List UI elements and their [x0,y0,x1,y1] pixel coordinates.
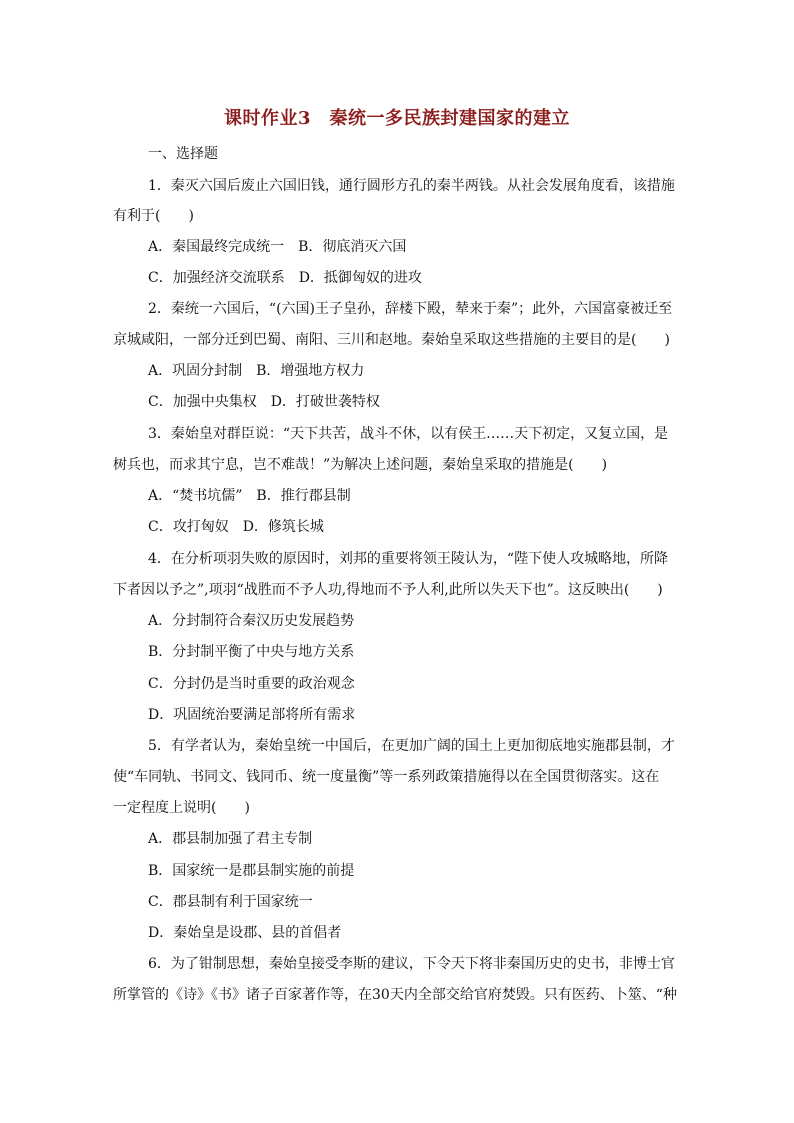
question-3-line-1: 3．秦始皇对群臣说：“天下共苦，战斗不休，以有侯王……天下初定，又复立国，是 [148,426,669,442]
question-4-option-c: C．分封仍是当时重要的政治观念 [148,676,355,692]
question-6-line-2: 所掌管的《诗》《书》诸子百家著作等，在30天内全部交给官府焚毁。只有医药、卜筮、“种 [113,987,677,1003]
question-5-option-b: B．国家统一是郡县制实施的前提 [148,863,355,879]
question-6-line-1: 6．为了钳制思想，秦始皇接受李斯的建议，下令天下将非秦国历史的史书，非博士官 [148,956,675,972]
question-5-line-1: 5．有学者认为，秦始皇统一中国后，在更加广阔的国土上更加彻底地实施郡县制，才 [148,738,675,754]
question-5-line-2: 使“车同轨、书同文、钱同币、统一度量衡”等一系列政策措施得以在全国贯彻落实。这在 [113,769,660,785]
question-3-option-line-2: C．攻打匈奴 D．修筑长城 [148,519,324,535]
question-4-option-d: D．巩固统治要满足部将所有需求 [148,707,356,723]
question-5-option-c: C．郡县制有利于国家统一 [148,894,313,910]
question-1-option-line-2: C．加强经济交流联系 D．抵御匈奴的进攻 [148,270,422,286]
question-1-line-2: 有利于( ) [113,208,194,224]
question-4-option-a: A．分封制符合秦汉历史发展趋势 [148,613,355,629]
question-2-line-1: 2．秦统一六国后，“(六国)王子皇孙，辞楼下殿，辇来于秦”；此外，六国富豪被迁至 [148,301,673,317]
question-4-line-2: 下者因以予之”,项羽“战胜而不予人功,得地而不予人利,此所以失天下也”。这反映出( ) [113,582,663,598]
question-2-option-line-1: A．巩固分封制 B．增强地方权力 [148,363,365,379]
question-3-option-line-1: A．“焚书坑儒” B．推行郡县制 [148,488,351,504]
question-3-line-2: 树兵也，而求其宁息，岂不难哉！”为解决上述问题，秦始皇采取的措施是( ) [113,457,608,473]
question-4-option-b: B．分封制平衡了中央与地方关系 [148,644,355,660]
question-1-line-1: 1．秦灭六国后废止六国旧钱，通行圆形方孔的秦半两钱。从社会发展角度看，该措施 [148,178,675,194]
question-5-line-3: 一定程度上说明( ) [113,800,250,816]
question-2-line-2: 京城咸阳，一部分迁到巴蜀、南阳、三川和赵地。秦始皇采取这些措施的主要目的是( ) [113,332,670,348]
section-heading: 一、选择题 [148,146,218,162]
page-title: 课时作业3 秦统一多民族封建国家的建立 [223,108,571,129]
question-4-line-1: 4．在分析项羽失败的原因时，刘邦的重要将领王陵认为，“陛下使人攻城略地，所降 [148,551,669,567]
question-2-option-line-2: C．加强中央集权 D．打破世袭特权 [148,394,380,410]
question-1-option-line-1: A．秦国最终完成统一 B．彻底消灭六国 [148,239,407,255]
question-5-option-d: D．秦始皇是设郡、县的首倡者 [148,925,342,941]
question-5-option-a: A．郡县制加强了君主专制 [148,831,313,847]
